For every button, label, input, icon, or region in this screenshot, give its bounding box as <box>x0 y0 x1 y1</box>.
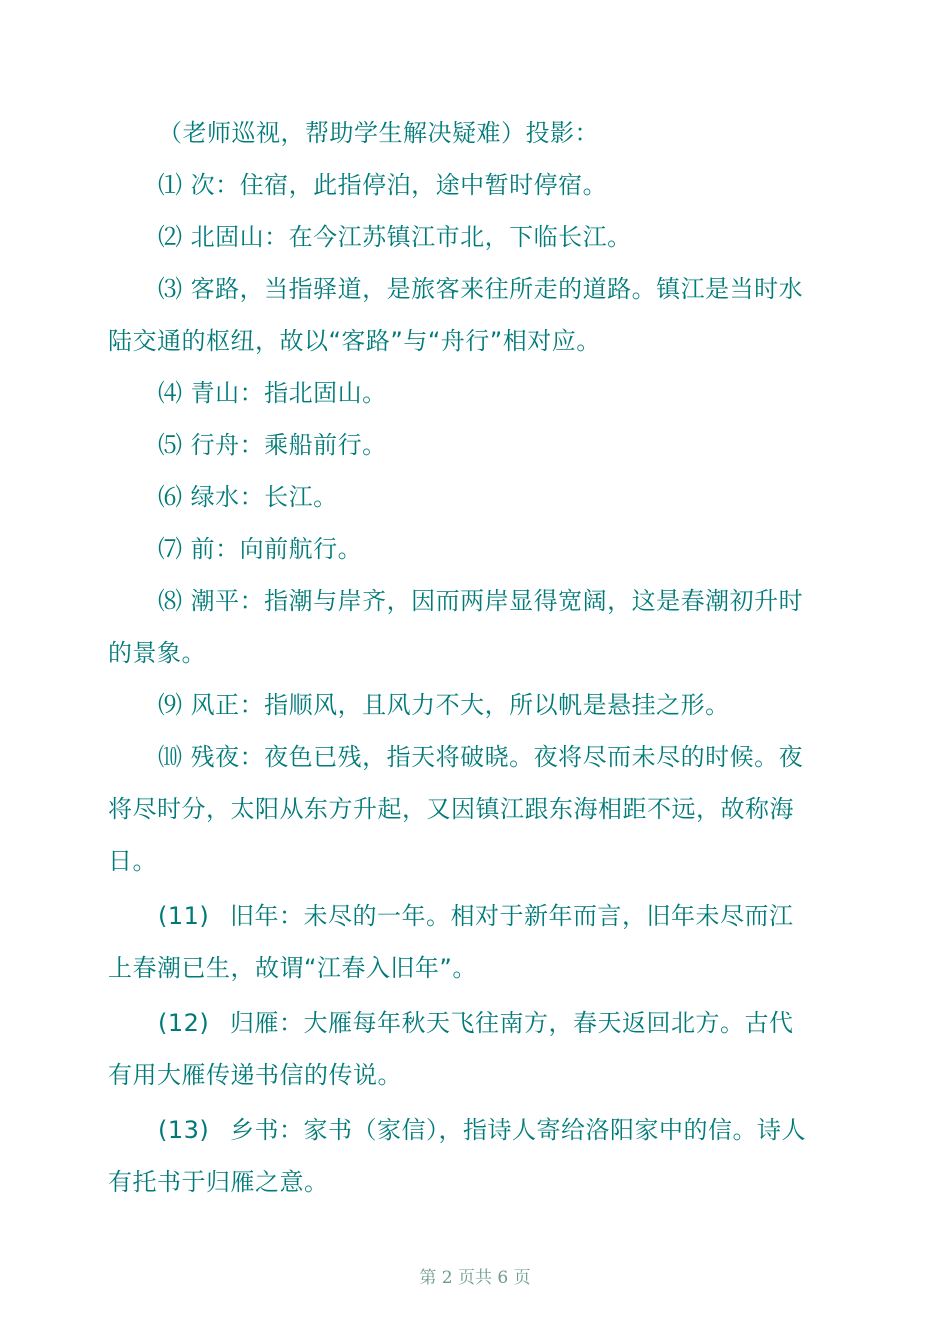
numbered-note <box>158 1115 898 1145</box>
text-line: 陆交通的枢纽，故以“客路”与“舟行”相对应。 <box>108 327 601 355</box>
text-line: ⑺ 前：向前航行。 <box>158 535 363 563</box>
text-line: ⑵ 北固山：在今江苏镇江市北，下临长江。 <box>158 223 632 251</box>
note-number: (12) <box>158 1009 210 1037</box>
text-line: ⑶ 客路，当指驿道，是旅客来往所走的道路。镇江是当时水 <box>158 275 804 303</box>
text-line: 上春潮已生，故谓“江春入旧年”。 <box>108 954 477 982</box>
numbered-note <box>158 901 898 931</box>
text-line: （老师巡视，帮助学生解决疑难）投影： <box>158 119 599 147</box>
text-line: 有用大雁传递书信的传说。 <box>108 1061 402 1089</box>
text-line: ⑴ 次：住宿，此指停泊，途中暂时停宿。 <box>158 171 608 199</box>
text-line: ⑽ 残夜：夜色已残，指天将破晓。夜将尽而未尽的时候。夜 <box>158 743 804 771</box>
text-line: ⑹ 绿水：长江。 <box>158 483 338 511</box>
text-line: 日。 <box>108 847 157 875</box>
text-line: 有托书于归雁之意。 <box>108 1168 329 1196</box>
text-line: 的景象。 <box>108 639 206 667</box>
note-text: 乡书：家书（家信），指诗人寄给洛阳家中的信。诗人 <box>230 1116 806 1144</box>
text-line: 将尽时分，太阳从东方升起，又因镇江跟东海相距不远，故称海 <box>108 795 794 823</box>
note-number: (13) <box>158 1116 210 1144</box>
numbered-note <box>158 1008 898 1038</box>
text-line: ⑼ 风正：指顺风，且风力不大，所以帆是悬挂之形。 <box>158 691 730 719</box>
text-line: ⑸ 行舟：乘船前行。 <box>158 431 387 459</box>
note-text: 旧年：未尽的一年。相对于新年而言，旧年未尽而江 <box>230 902 794 930</box>
text-line: ⑷ 青山：指北固山。 <box>158 379 387 407</box>
note-number: (11) <box>158 902 210 930</box>
text-line: ⑻ 潮平：指潮与岸齐，因而两岸显得宽阔，这是春潮初升时 <box>158 587 804 615</box>
page-footer: 第 2 页共 6 页 <box>419 1268 531 1288</box>
note-text: 归雁：大雁每年秋天飞往南方，春天返回北方。古代 <box>230 1009 794 1037</box>
